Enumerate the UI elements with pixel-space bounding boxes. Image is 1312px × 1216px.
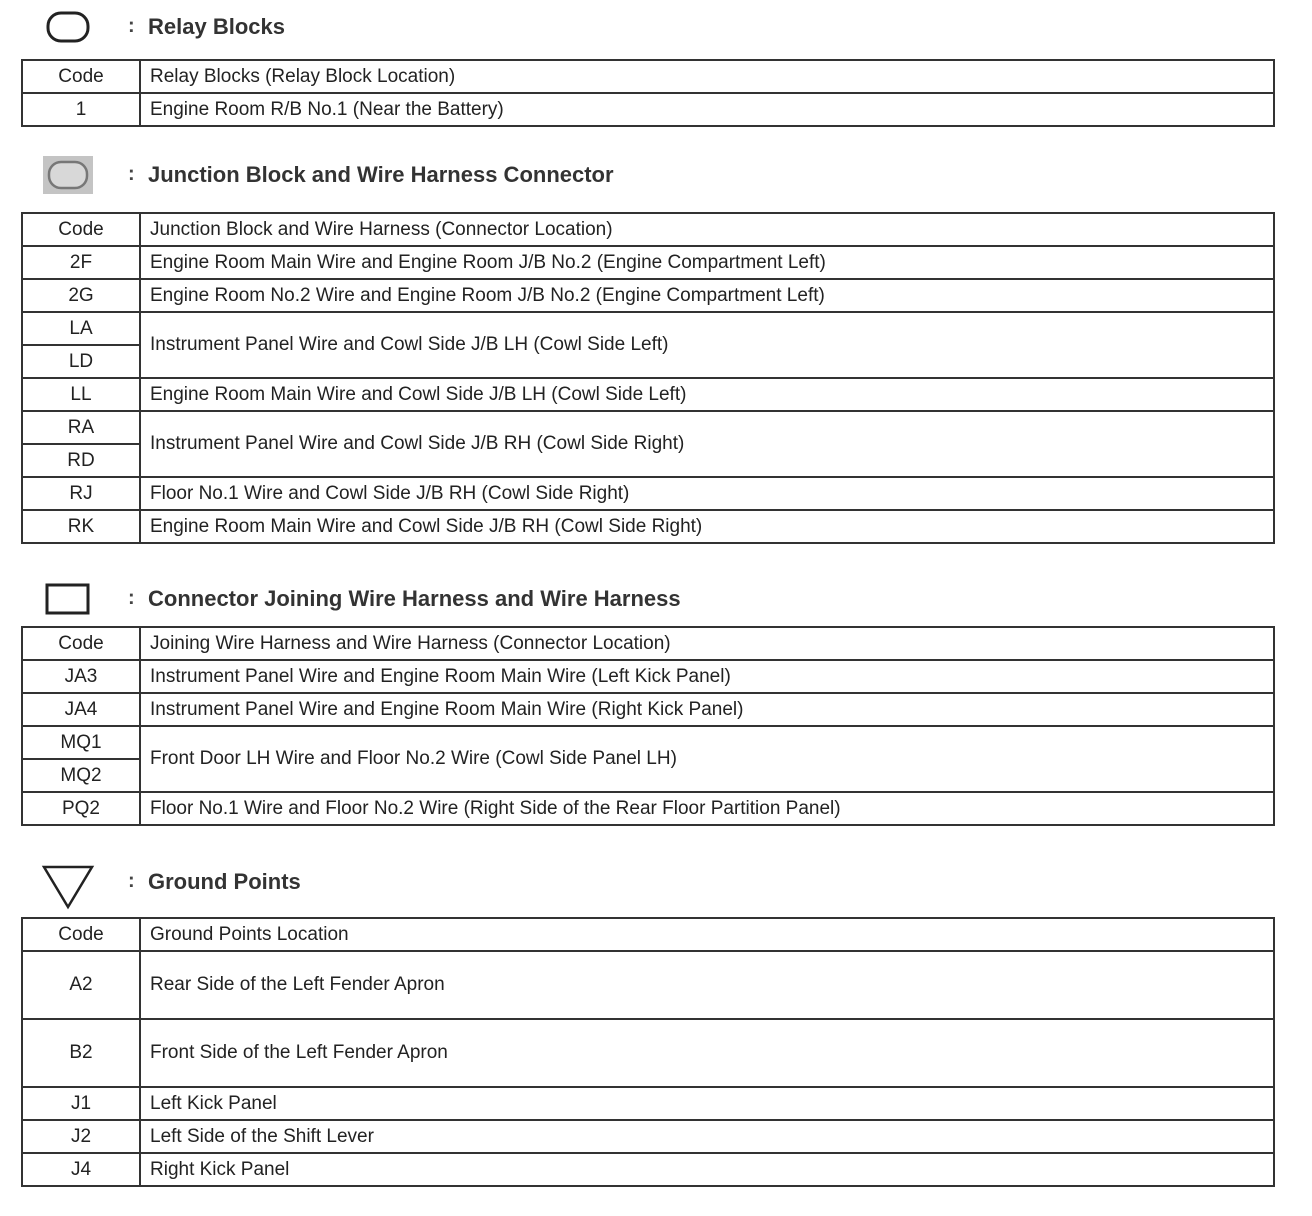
table-header-row [22,627,1274,660]
code-cell: J1 [22,1087,140,1120]
code-cell: RD [22,444,140,477]
section-title: Relay Blocks [148,14,285,39]
table-row [22,792,1274,825]
code-cell: 1 [22,93,140,126]
location-cell: Instrument Panel Wire and Engine Room Main Wire (Right Kick Panel) [140,693,1274,726]
table-row [22,1153,1274,1186]
location-cell: Engine Room Main Wire and Cowl Side J/B RH (Cowl Side Right) [140,510,1274,543]
table-row [22,312,1274,345]
table-row [22,1120,1274,1153]
code-cell: A2 [22,951,140,1019]
code-cell: B2 [22,1019,140,1087]
location-cell: Instrument Panel Wire and Cowl Side J/B RH (Cowl Side Right) [140,411,1274,477]
code-header: Code [22,627,140,660]
table-row [22,477,1274,510]
heading-colon: : [128,870,135,892]
table-row [22,246,1274,279]
location-header: Junction Block and Wire Harness (Connector Location) [140,213,1274,246]
table-row [22,951,1274,1019]
connector-joining-heading [40,579,681,619]
code-cell: RJ [22,477,140,510]
junction-block-heading [40,155,614,195]
table-row [22,411,1274,444]
table-row [22,1087,1274,1120]
shaded-rounded-rectangle-icon [40,155,96,195]
table-row [22,1019,1274,1087]
location-cell: Rear Side of the Left Fender Apron [140,951,1274,1019]
location-cell: Engine Room R/B No.1 (Near the Battery) [140,93,1274,126]
code-cell: 2G [22,279,140,312]
location-cell: Engine Room No.2 Wire and Engine Room J/B No.2 (Engine Compartment Left) [140,279,1274,312]
rounded-rectangle-icon [40,7,96,47]
heading-colon: : [128,15,135,37]
code-cell: JA3 [22,660,140,693]
code-cell: LL [22,378,140,411]
location-cell: Engine Room Main Wire and Engine Room J/B No.2 (Engine Compartment Left) [140,246,1274,279]
relay-blocks-table [21,59,1275,127]
code-header: Code [22,918,140,951]
connector-joining-table [21,626,1275,826]
location-header: Ground Points Location [140,918,1274,951]
code-header: Code [22,213,140,246]
heading-colon: : [128,587,135,609]
ground-points-table [21,917,1275,1187]
location-cell: Instrument Panel Wire and Cowl Side J/B LH (Cowl Side Left) [140,312,1274,378]
location-cell: Floor No.1 Wire and Cowl Side J/B RH (Cowl Side Right) [140,477,1274,510]
location-cell: Left Side of the Shift Lever [140,1120,1274,1153]
table-row [22,93,1274,126]
location-cell: Left Kick Panel [140,1087,1274,1120]
ground-points-heading [40,862,301,902]
code-cell: LD [22,345,140,378]
table-row [22,726,1274,759]
code-cell: J2 [22,1120,140,1153]
location-cell: Right Kick Panel [140,1153,1274,1186]
location-cell: Instrument Panel Wire and Engine Room Main Wire (Left Kick Panel) [140,660,1274,693]
relay-blocks-heading [40,7,285,47]
code-cell: PQ2 [22,792,140,825]
code-header: Code [22,60,140,93]
section-title: Ground Points [148,869,301,894]
section-title: Junction Block and Wire Harness Connector [148,162,614,187]
code-cell: LA [22,312,140,345]
location-cell: Floor No.1 Wire and Floor No.2 Wire (Right Side of the Rear Floor Partition Panel) [140,792,1274,825]
code-cell: RA [22,411,140,444]
code-cell: MQ1 [22,726,140,759]
location-cell: Front Door LH Wire and Floor No.2 Wire (Cowl Side Panel LH) [140,726,1274,792]
rectangle-icon [40,579,96,619]
table-header-row [22,918,1274,951]
table-row [22,378,1274,411]
table-row [22,279,1274,312]
table-header-row [22,60,1274,93]
table-row [22,660,1274,693]
code-cell: MQ2 [22,759,140,792]
code-cell: JA4 [22,693,140,726]
code-cell: RK [22,510,140,543]
junction-block-table [21,212,1275,544]
heading-colon: : [128,163,135,185]
table-row [22,510,1274,543]
code-cell: 2F [22,246,140,279]
table-row [22,693,1274,726]
location-header: Joining Wire Harness and Wire Harness (Connector Location) [140,627,1274,660]
table-header-row [22,213,1274,246]
downward-triangle-icon [40,862,96,902]
code-cell: J4 [22,1153,140,1186]
location-cell: Engine Room Main Wire and Cowl Side J/B LH (Cowl Side Left) [140,378,1274,411]
section-title: Connector Joining Wire Harness and Wire Harness [148,586,681,611]
location-cell: Front Side of the Left Fender Apron [140,1019,1274,1087]
location-header: Relay Blocks (Relay Block Location) [140,60,1274,93]
